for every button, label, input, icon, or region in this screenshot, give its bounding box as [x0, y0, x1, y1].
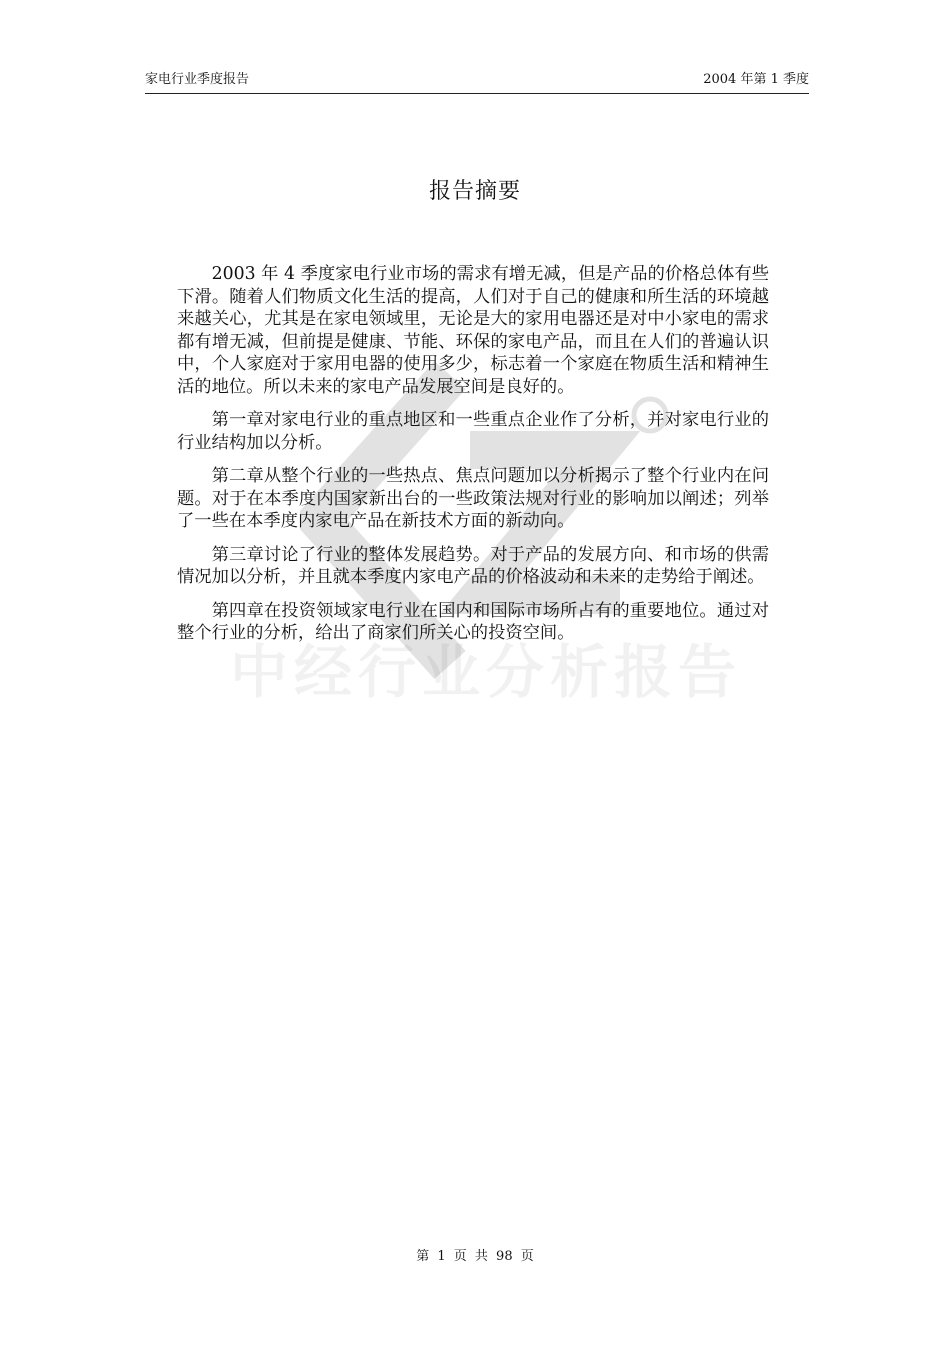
summary-body: [177, 263, 769, 656]
page-header: [145, 66, 809, 94]
header-period: 2004 年第 1 季度: [703, 72, 809, 87]
summary-paragraph: 第三章讨论了行业的整体发展趋势。对于产品的发展方向、和市场的供需情况加以分析，并且就本季度内家电产品的价格波动和未来的走势给于阐述。: [177, 544, 769, 587]
summary-paragraph: 2003 年 4 季度家电行业市场的需求有增无减，但是产品的价格总体有些下滑。随着人们物质文化生活的提高，人们对于自己的健康和所生活的环境越来越关心，尤其是在家电领域里，无论是大的家用电器还是对中小家电的需求都有增无减，但前提是健康、节能、环保的家电产品，而且在人们的普遍认识中，个人家庭对于家用电器的使用多少，标志着一个家庭在物质生活和精神生活的地位。所以未来的家电产品发展空间是良好的。: [177, 264, 769, 397]
summary-paragraph: 第一章对家电行业的重点地区和一些重点企业作了分析，并对家电行业的行业结构加以分析。: [177, 410, 769, 453]
page-number: 第 1 页 共 98 页: [416, 1249, 534, 1264]
page-title: 报告摘要: [428, 179, 521, 204]
summary-paragraph: 第二章从整个行业的一些热点、焦点问题加以分析揭示了整个行业内在问题。对于在本季度内国家新出台的一些政策法规对行业的影响加以阐述；列举了一些在本季度内家电产品在新技术方面的新动向。: [177, 466, 769, 531]
watermark-text: 中经行业分析报告: [230, 638, 743, 706]
header-report-name: 家电行业季度报告: [145, 72, 250, 87]
summary-paragraph: 第四章在投资领域家电行业在国内和国际市场所占有的重要地位。通过对整个行业的分析，给出了商家们所关心的投资空间。: [177, 600, 769, 643]
